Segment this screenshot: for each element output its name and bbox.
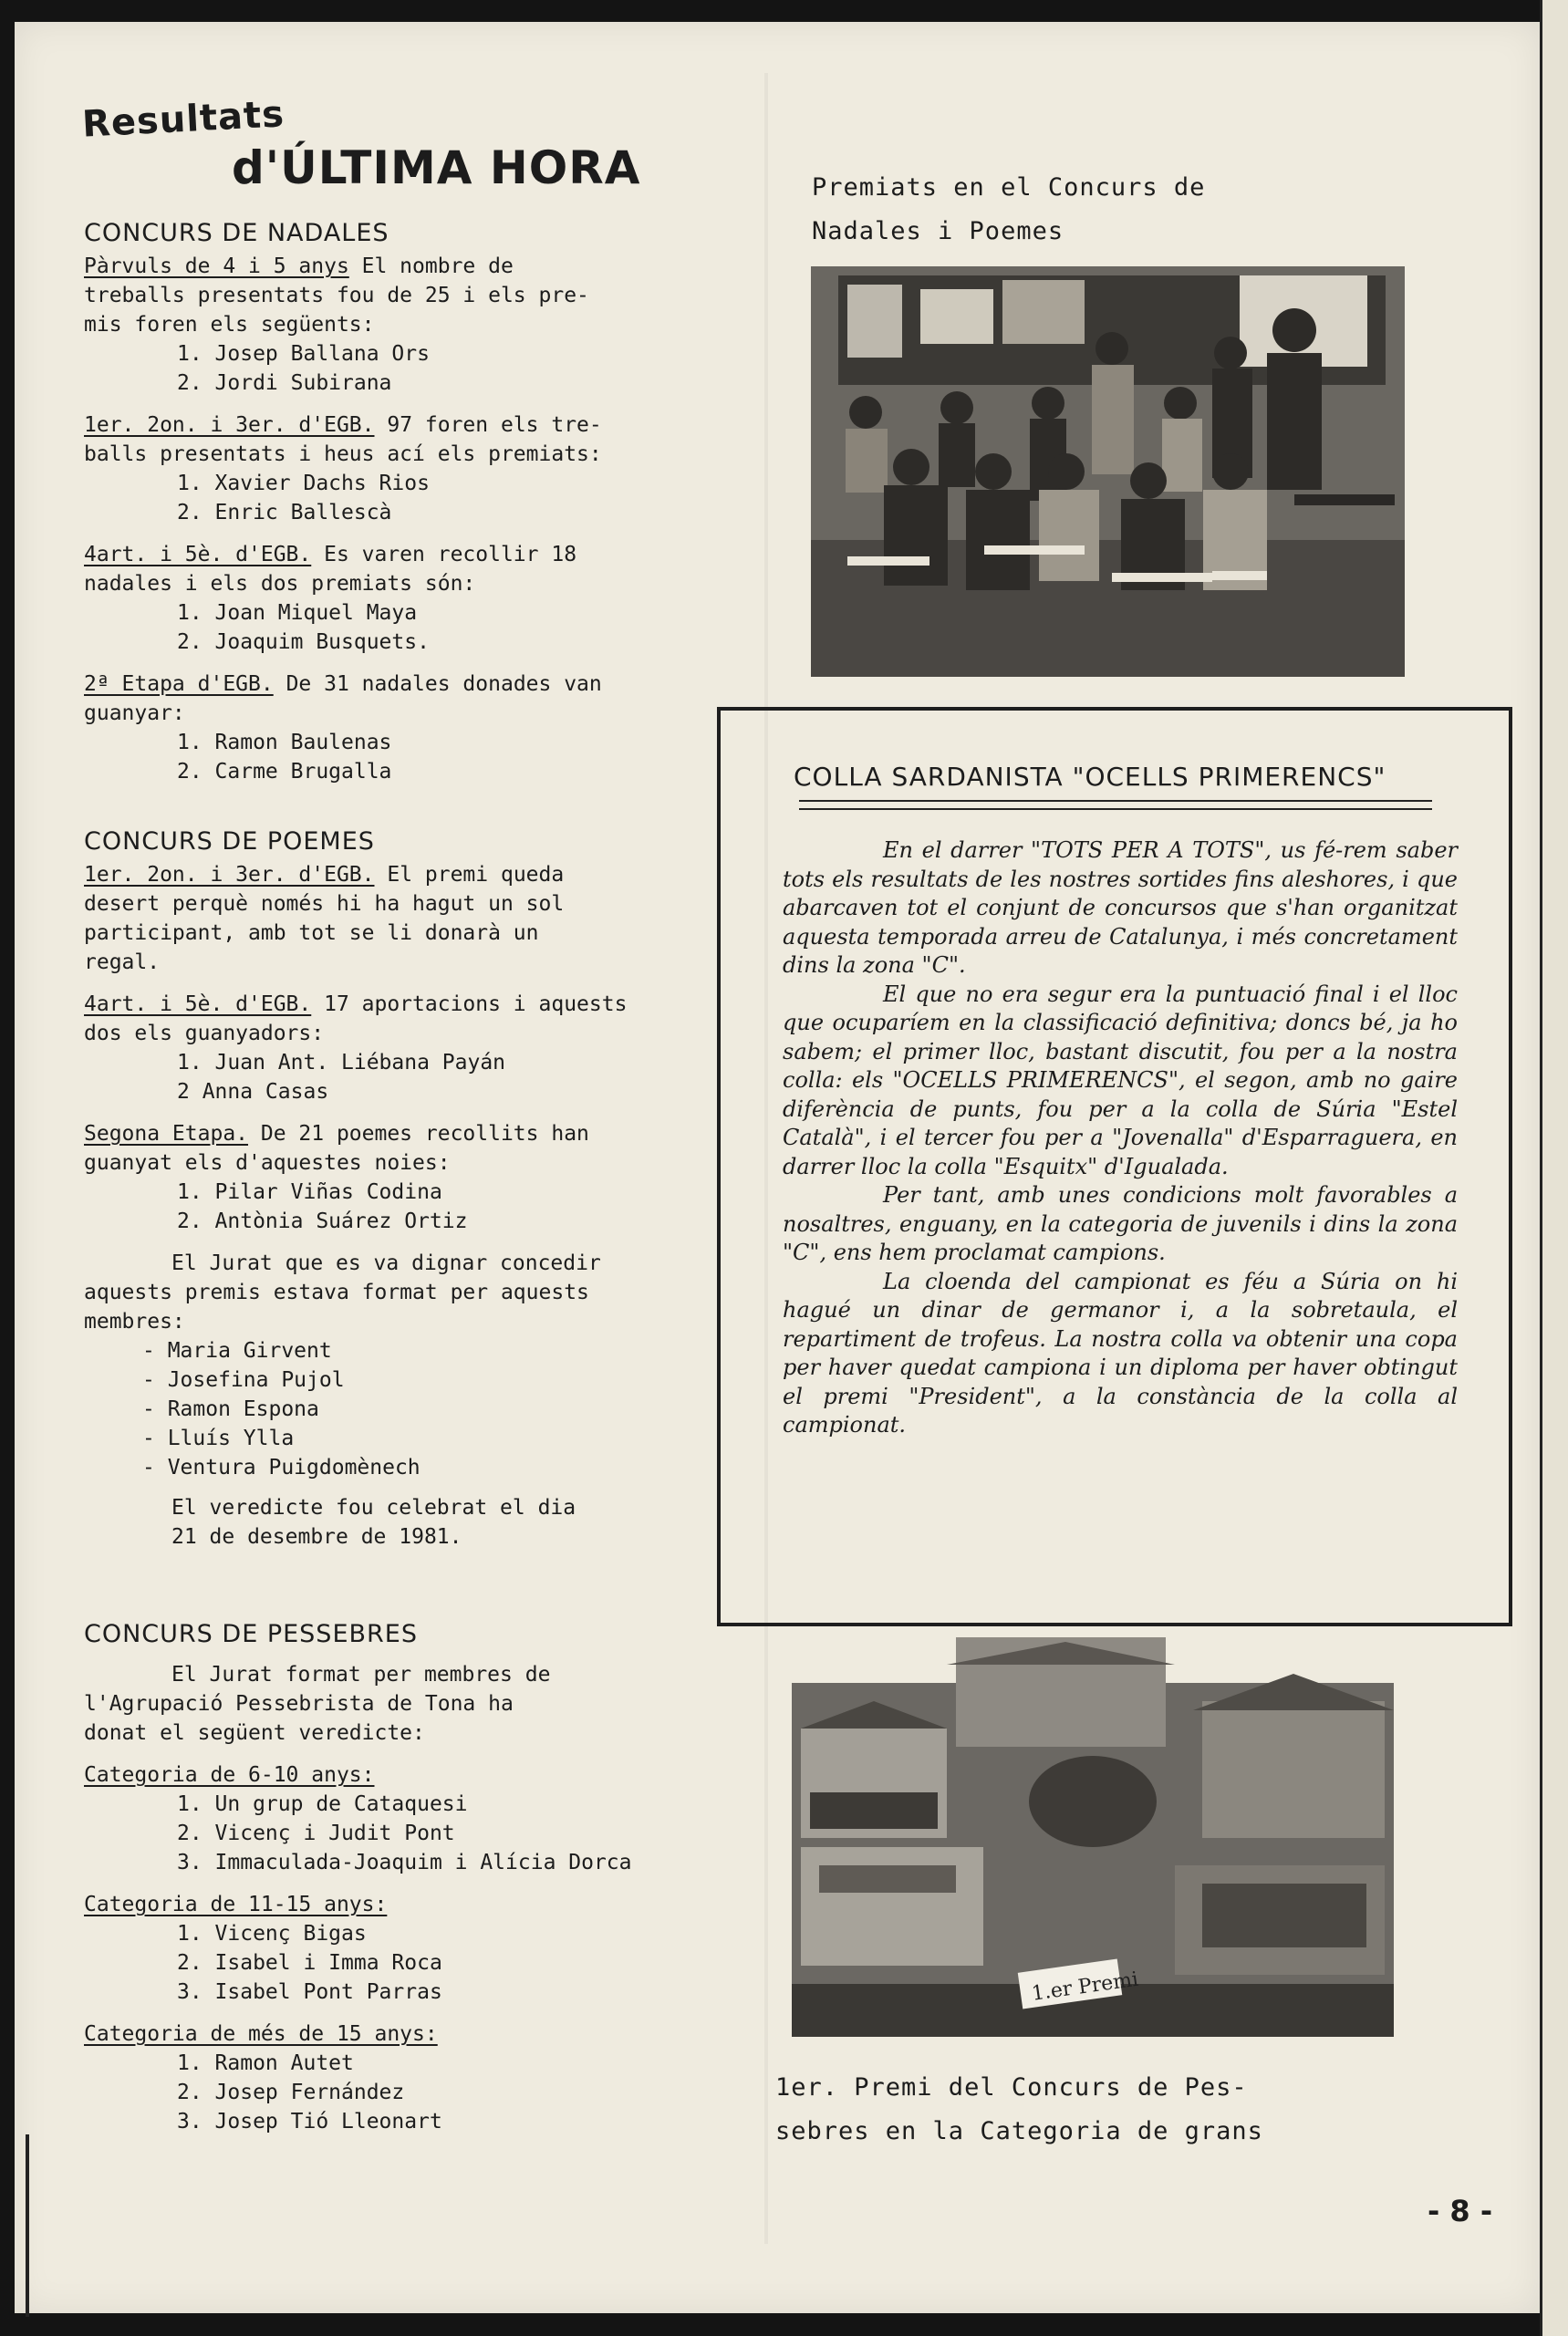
winner-item: 1. Juan Ant. Liébana Payán xyxy=(177,1051,506,1075)
group-text: desert perquè només hi ha hagut un sol xyxy=(84,892,565,916)
winners-list xyxy=(84,1048,722,1106)
winner-item: 2. Antònia Suárez Ortiz xyxy=(177,1210,468,1233)
winner-item: 1. Xavier Dachs Rios xyxy=(177,472,430,495)
pessebres-intro-line: l'Agrupació Pessebrista de Tona ha xyxy=(84,1692,514,1716)
group-text: dos els guanyadors: xyxy=(84,1022,325,1045)
group-first-line xyxy=(84,1890,722,1919)
caption-line: 1er. Premi del Concurs de Pes- xyxy=(775,2073,1248,2102)
next-page-edge xyxy=(1540,0,1568,2336)
nadales-heading: CONCURS DE NADALES xyxy=(84,219,389,247)
winners-list xyxy=(84,1178,722,1236)
winners-list xyxy=(84,1919,722,2007)
winner-item: 1. Ramon Autet xyxy=(177,2051,354,2075)
poemes-heading: CONCURS DE POEMES xyxy=(84,827,375,856)
group-label: 4art. i 5è. d'EGB. xyxy=(84,992,312,1016)
jury-intro-line: aquests premis estava format per aquests xyxy=(84,1281,589,1304)
headline-ultima-hora: d'ÚLTIMA HORA xyxy=(232,141,641,194)
group-text: guanyar: xyxy=(84,701,185,725)
sardanista-paragraph: El que no era segur era la puntuació final i el lloc que ocuparíem en la classificació definitiva; doncs bé, ja ho sabem; el primer lloc, bastant discutit, fou per a la nostra colla: els "OCELLS PRIMERENCS", el segon, amb no gaire diferència de punts, fou per a la colla de Súria "Estel Català", i el tercer fou per a "Jovenalla" d'Esparraguera, en darrer lloc la colla "Esquitx" d'Igualada. xyxy=(783,981,1458,1179)
group-text: treballs presentats fou de 25 i els pre- xyxy=(84,284,589,307)
page-number: - 8 - xyxy=(1428,2194,1493,2228)
group-text: participant, amb tot se li donarà un xyxy=(84,921,539,945)
result-group xyxy=(84,860,722,977)
result-group xyxy=(84,540,722,657)
group-text: El premi queda xyxy=(374,863,565,887)
winners-list xyxy=(84,1790,722,1877)
group-text: guanyat els d'aquestes noies: xyxy=(84,1151,451,1175)
winners-list xyxy=(84,2049,722,2136)
winner-item: 2. Carme Brugalla xyxy=(177,760,392,784)
group-first-line xyxy=(84,1119,722,1148)
group-text: balls presentats i heus ací els premiats: xyxy=(84,442,602,466)
jury-intro xyxy=(84,1249,722,1336)
group-label: Categoria de 11-15 anys: xyxy=(84,1893,388,1916)
binding-mark xyxy=(26,2134,29,2317)
winner-item: 3. Immaculada-Joaquim i Alícia Dorca xyxy=(177,1851,632,1874)
verdict xyxy=(84,1493,722,1552)
winners-list xyxy=(84,728,722,786)
pessebre-photo-graphic xyxy=(792,1637,1394,2037)
group-text: El nombre de xyxy=(348,254,514,278)
group-label: 1er. 2on. i 3er. d'EGB. xyxy=(84,413,375,437)
jury-intro-line: membres: xyxy=(84,1310,185,1334)
winner-item: 2. Vicenç i Judit Pont xyxy=(177,1822,455,1845)
caption-line: Premiats en el Concurs de xyxy=(812,173,1206,202)
group-label: 1er. 2on. i 3er. d'EGB. xyxy=(84,863,375,887)
jury-member: - Lluís Ylla xyxy=(142,1424,722,1453)
photo-top-caption xyxy=(812,166,1205,254)
group-text: De 31 nadales donades van xyxy=(273,672,602,696)
winner-item: 3. Isabel Pont Parras xyxy=(177,1980,442,2004)
sardanista-paragraph: Per tant, amb unes condicions molt favorables a nosaltres, enguany, en la categoria de juvenils i dins la zona "C", ens hem proclamat campions. xyxy=(783,1182,1458,1265)
group-label: Categoria de 6-10 anys: xyxy=(84,1763,375,1787)
sardanista-paragraph: La cloenda del campionat es féu a Súria on hi hagué un dinar de germanor i, a la sobretaula, el repartiment de trofeus. La nostra colla va obtenir una copa per haver quedat campiona i un diploma per haver obtingut el premi "President", a la constància de la colla al campionat. xyxy=(783,1268,1458,1438)
sardanista-title: COLLA SARDANISTA "OCELLS PRIMERENCS" xyxy=(794,762,1386,792)
winners-list xyxy=(84,469,722,527)
winner-item: 2. Isabel i Imma Roca xyxy=(177,1951,442,1975)
group-first-line xyxy=(84,252,722,281)
jury-member: - Josefina Pujol xyxy=(142,1365,722,1395)
winner-item: 1. Josep Ballana Ors xyxy=(177,342,430,366)
photo-bottom-caption xyxy=(775,2066,1263,2154)
winner-item: 2. Joaquim Busquets. xyxy=(177,630,430,654)
winners-list xyxy=(84,339,722,398)
caption-line: Nadales i Poemes xyxy=(812,217,1064,245)
group-first-line xyxy=(84,540,722,569)
group-text: Es varen recollir 18 xyxy=(311,543,577,566)
winners-list xyxy=(84,598,722,657)
pessebres-intro-line: donat el següent veredicte: xyxy=(84,1721,425,1745)
jury-list xyxy=(84,1336,722,1482)
result-group xyxy=(84,1119,722,1236)
jury-member: - Maria Girvent xyxy=(142,1336,722,1365)
verdict-line: 21 de desembre de 1981. xyxy=(171,1525,462,1549)
group-text: 17 aportacions i aquests xyxy=(311,992,628,1016)
group-first-line xyxy=(84,670,722,699)
jury-member: - Ventura Puigdomènech xyxy=(142,1453,722,1482)
winner-item: 2 Anna Casas xyxy=(177,1080,329,1104)
jury-member: - Ramon Espona xyxy=(142,1395,722,1424)
group-first-line xyxy=(84,990,722,1019)
group-text: mis foren els següents: xyxy=(84,313,375,337)
winner-item: 2. Jordi Subirana xyxy=(177,371,392,395)
caption-line: sebres en la Categoria de grans xyxy=(775,2117,1263,2145)
winner-item: 2. Enric Ballescà xyxy=(177,501,392,524)
pessebres-section xyxy=(84,1620,722,2149)
group-first-line xyxy=(84,410,722,440)
jury-intro-line: El Jurat que es va dignar concedir xyxy=(171,1251,601,1275)
winner-item: 2. Josep Fernández xyxy=(177,2081,405,2104)
pessebre-sign-text: 1.er Premi xyxy=(1030,1967,1140,2006)
group-label: Pàrvuls de 4 i 5 anys xyxy=(84,254,349,278)
result-group xyxy=(84,670,722,786)
result-group xyxy=(84,2019,722,2136)
winner-item: 1. Vicenç Bigas xyxy=(177,1922,367,1946)
result-group xyxy=(84,1890,722,2007)
sardanista-paragraph: En el darrer "TOTS PER A TOTS", us fé-rem saber tots els resultats de les nostres sortides fins aleshores, i que abarcaven tot el conjunt de concursos que s'han organitzat aquesta temporada arreu de Catalunya, i més concretament dins la zona "C". xyxy=(783,837,1458,978)
group-label: Categoria de més de 15 anys: xyxy=(84,2022,438,2046)
group-text: De 21 poemes recollits han xyxy=(248,1122,589,1146)
group-text: regal. xyxy=(84,950,161,974)
prizewinners-photo-graphic xyxy=(811,266,1405,677)
group-text: nadales i els dos premiats són: xyxy=(84,572,476,596)
title-rule xyxy=(799,800,1432,802)
photo-pessebre xyxy=(792,1637,1394,2037)
pessebres-heading: CONCURS DE PESSEBRES xyxy=(84,1620,418,1648)
result-group xyxy=(84,410,722,527)
winner-item: 3. Josep Tió Lleonart xyxy=(177,2110,442,2134)
result-group xyxy=(84,1760,722,1877)
winner-item: 1. Un grup de Cataquesi xyxy=(177,1792,468,1816)
winner-item: 1. Joan Miquel Maya xyxy=(177,601,418,625)
group-text: 97 foren els tre- xyxy=(374,413,602,437)
group-first-line xyxy=(84,1760,722,1790)
pessebres-intro-line: El Jurat format per membres de xyxy=(171,1663,551,1687)
group-label: 4art. i 5è. d'EGB. xyxy=(84,543,312,566)
result-group xyxy=(84,252,722,398)
winner-item: 1. Ramon Baulenas xyxy=(177,731,392,754)
sardanista-text xyxy=(783,836,1458,1440)
title-rule xyxy=(799,808,1432,810)
group-label: 2ª Etapa d'EGB. xyxy=(84,672,274,696)
group-label: Segona Etapa. xyxy=(84,1122,249,1146)
winner-item: 1. Pilar Viñas Codina xyxy=(177,1180,442,1204)
group-first-line xyxy=(84,860,722,889)
result-group xyxy=(84,990,722,1106)
nadales-section xyxy=(84,219,722,799)
photo-prizewinners xyxy=(811,266,1405,677)
group-first-line xyxy=(84,2019,722,2049)
verdict-line: El veredicte fou celebrat el dia xyxy=(171,1496,576,1520)
headline-resultats: Resultats xyxy=(80,93,286,146)
poemes-section xyxy=(84,827,722,1552)
